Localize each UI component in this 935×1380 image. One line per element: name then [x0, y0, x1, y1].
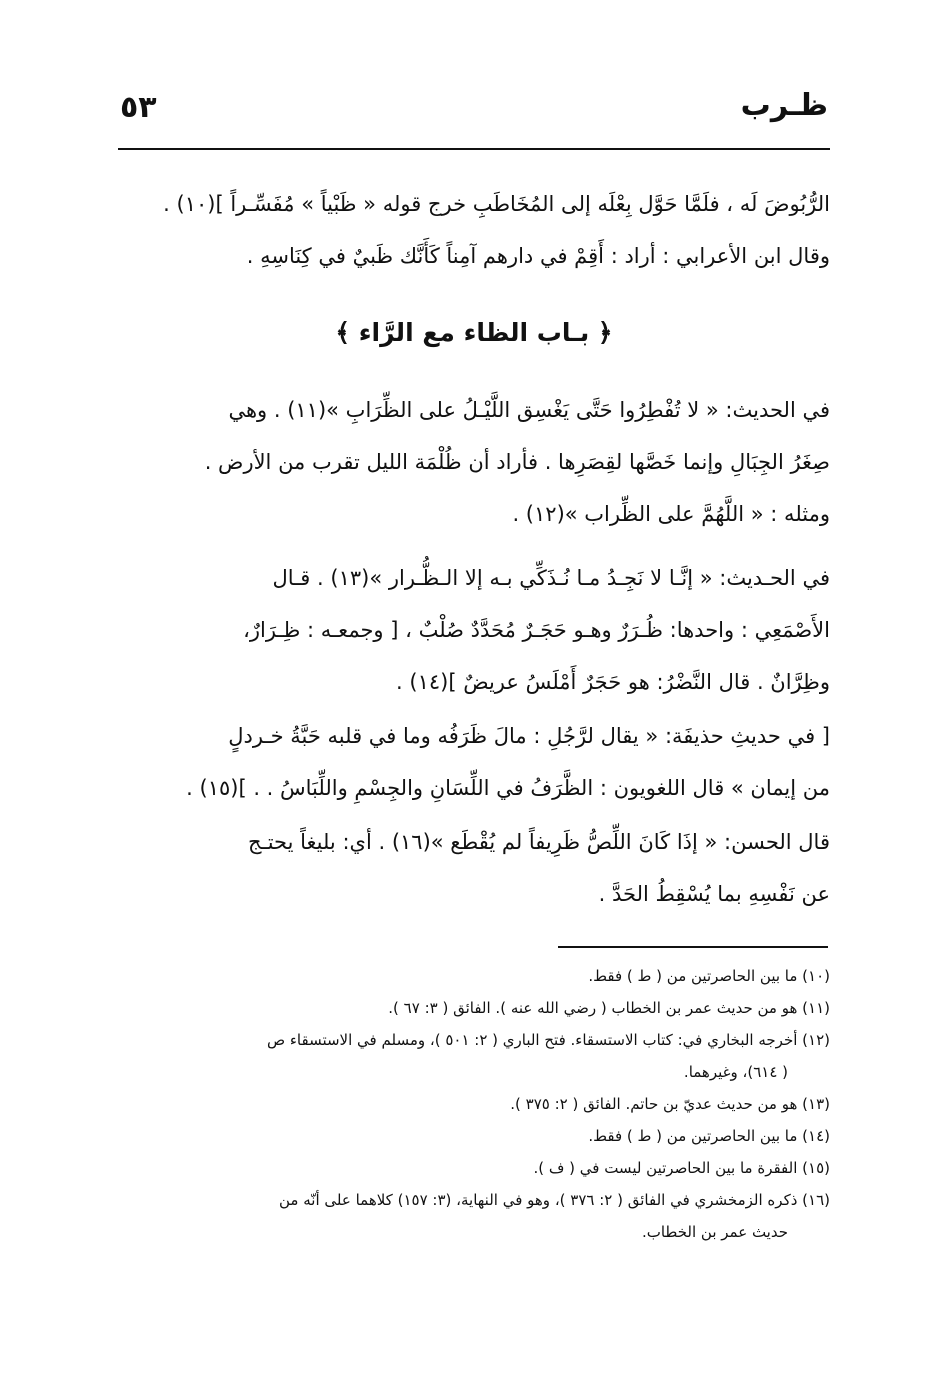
text-line: من إيمان » قال اللغويون : الظَّرَفُ في اللِّسَانِ والجِسْمِ واللِّبَاسُ . . ](١٥) . [186, 776, 830, 800]
footnote-divider [558, 946, 828, 948]
footnotes [118, 960, 830, 1248]
paragraph [118, 384, 830, 488]
footnote-continuation: ( ٦١٤)، وغيرهما. [683, 1063, 788, 1081]
text-line: عن نَفْسِهِ بما يُسْقِطُ الحَدَّ . [598, 882, 830, 906]
footnote: (١١) هو من حديث عمر بن الخطاب ( رضي الله عنه ). الفائق ( ٣: ٦٧ ). [388, 999, 830, 1017]
text-line: وقال ابن الأعرابي : أراد : أَقِمْ في دارهم آمِناً كَأَنَّك ظَبيٌ في كِنَاسِهِ . [246, 244, 830, 268]
header-divider [118, 148, 830, 150]
text-line: في الحـديث: « إنَّـا لا نَجِـدُ مـا نُـذَكِّي بـه إلا الـظُّـرار »(١٣) . قـال [272, 566, 830, 590]
section-heading: ﴿ بـاب الظاء مع الرَّاء ﴾ [335, 318, 613, 347]
paragraph [118, 816, 830, 920]
footnote: (١٤) ما بين الحاصرتين من ( ط ) فقط. [588, 1127, 830, 1145]
footnote: (١٢) أخرجه البخاري في: كتاب الاستسقاء. فتح الباري ( ٢: ٥٠١ )، ومسلم في الاستسقاء ص [266, 1031, 830, 1049]
footnote: (١٣) هو من حديث عديّ بن حاتم. الفائق ( ٢: ٣٧٥ ). [510, 1095, 830, 1113]
text-line: ومثله : « اللَّهُمَّ على الظِّراب »(١٢) . [512, 502, 830, 526]
text-line: في الحديث: « لا تُفْطِرُوا حَتَّى يَغْسِق اللَّيْـلُ على الظِّرَابِ »(١١) . وهي [228, 398, 830, 422]
paragraph [118, 178, 830, 282]
running-head: ظـرب [740, 88, 828, 123]
text-line: وظِرَّانٌ . قال النَّضْرُ: هو حَجَرٌ أَمْلَسُ عريضٌ ](١٤) . [396, 670, 830, 694]
paragraph [118, 710, 830, 814]
text-line: الرُّبُوضَ لَه ، فلَمَّا حَوَّل بِعْلَه إلى المُخَاطَبِ خرج قوله « ظَبْياً » مُفَسِّـراً ](١٠) . [163, 192, 830, 216]
text-line: صِغَرُ الجِبَالِ وإنما خَصَّها لقِصَرِها . فأراد أن ظُلْمَة الليل تقرب من الأرض . [204, 450, 830, 474]
text-line: الأَصْمَعِي : واحدها: ظُـرَرٌ وهـو حَجَـرٌ مُحَدَّدٌ صُلْبٌ ، [ وجمعـه : ظِـرَارٌ، [243, 618, 830, 642]
paragraph [118, 488, 830, 540]
footnote: (١٦) ذكره الزمخشري في الفائق ( ٢: ٣٧٦ )، وهو في النهاية، (٣: ١٥٧) كلاهما على أنّه من [279, 1191, 830, 1209]
text-line: [ في حديثِ حذيفَة: « يقال لرَّجُلِ : مالَ ظَرَفُه وما في قلبه حَبَّةُ خـردلٍ [228, 724, 830, 748]
footnote: (١٠) ما بين الحاصرتين من ( ط ) فقط. [588, 967, 830, 985]
paragraph [118, 552, 830, 708]
footnote: (١٥) الفقرة ما بين الحاصرتين ليست في ( ف ). [533, 1159, 830, 1177]
text-line: قال الحسن: « إذَا كَانَ اللِّصُّ ظَرِيفاً لم يُقْطَع »(١٦) . أي: بليغاً يحتـج [247, 830, 830, 854]
page-header [120, 88, 828, 142]
footnote-continuation: حديث عمر بن الخطاب. [641, 1223, 788, 1241]
page-number: ٥٣ [120, 90, 157, 125]
